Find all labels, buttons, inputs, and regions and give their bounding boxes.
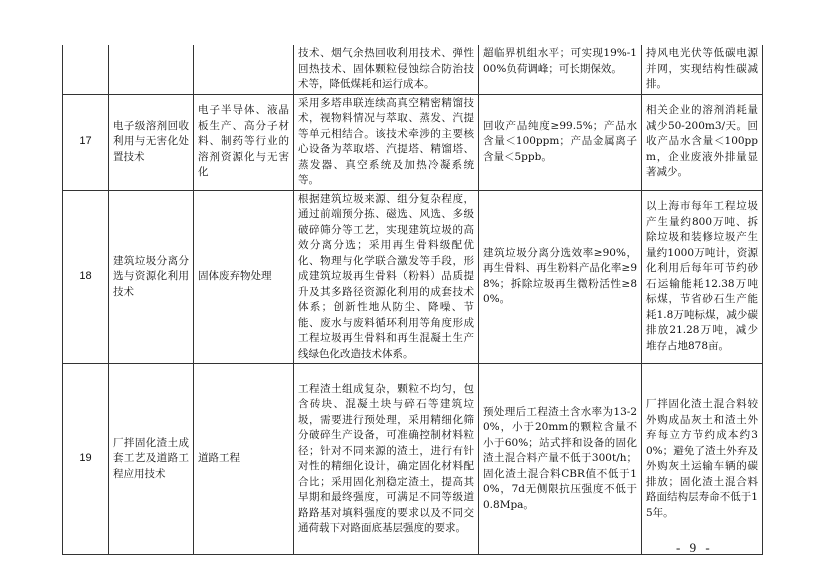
description-cell: 采用多塔串联连续高真空精密精馏技术，视物料情况与萃取、蒸发、汽提等单元相结合。该技术牵涉的主要核心设备为萃取塔、汽提塔、精馏塔、蒸发器、真空系统及加热冷凝系统等。: [294, 94, 479, 190]
number-cell: 18: [63, 190, 109, 364]
name-cell: [109, 45, 194, 94]
application-cell: 电子半导体、液晶板生产、高分子材料、制药等行业的溶剂资源化与无害化: [194, 94, 294, 190]
effects-cell: 以上海市每年工程垃圾产生量约800万吨、拆除垃圾和装修垃圾产生量约1000万吨计，资源化利用后每年可节约砂石运输能耗12.38万吨标煤，节省砂石生产能耗1.8万吨标煤，减少碳排放21.28万吨，减少堆存占地878亩。: [642, 190, 763, 364]
number-cell: 17: [63, 94, 109, 190]
effects-cell: 持风电光伏等低碳电源并网，实现结构性碳减排。: [642, 45, 763, 94]
page-number: - 9 -: [676, 540, 713, 555]
description-cell: 技术、烟气余热回收利用技术、弹性回热技术、固体颗粒侵蚀综合防治技术等，降低煤耗和运行成本。: [294, 45, 479, 94]
indicators-cell: 超临界机组水平；可实现19%-100%负荷调峰；可长期保效。: [479, 45, 642, 94]
name-cell: 厂拌固化渣土成套工艺及道路工程应用技术: [109, 364, 194, 555]
number-cell: 19: [63, 364, 109, 555]
indicators-cell: 预处理后工程渣土含水率为13-20%，小于20mm的颗粒含量不小于60%；站式拌和设备的固化渣土混合料产量不低于300t/h；固化渣土混合料CBR值不低于10%，7d无侧限抗压强度不低于0.8Mpa。: [479, 364, 642, 555]
table-row-continuation: [63, 45, 763, 94]
indicators-cell: 回收产品纯度≥99.5%；产品水含量＜100ppm；产品金属离子含量＜5ppb。: [479, 94, 642, 190]
table-row: [63, 190, 763, 364]
table-row: [63, 94, 763, 190]
name-cell: 建筑垃圾分离分选与资源化利用技术: [109, 190, 194, 364]
description-cell: 根据建筑垃圾来源、组分复杂程度，通过前端预分拣、磁选、风选、多级破碎筛分等工艺，实现建筑垃圾的高效分离分选；采用再生骨料级配优化、物理与化学联合激发等手段，形成建筑垃圾再生骨料（粉料）品质提升及其多路径资源化利用的成套技术体系；创新性地从防尘、降噪、节能、废水与废料循环利用等角度形成工程垃圾再生骨料和再生混凝土生产线绿色化改造技术体系。: [294, 190, 479, 364]
technology-table: [62, 45, 763, 555]
application-cell: 固体废弃物处理: [194, 190, 294, 364]
table-row: [63, 364, 763, 555]
effects-cell: 厂拌固化渣土混合料较外购成品灰土和渣土外弃每立方节约成本约30%；避免了渣土外弃及外购灰土运输车辆的碳排放；固化渣土混合料路面结构层寿命不低于15年。: [642, 364, 763, 555]
effects-cell: 相关企业的溶剂消耗量减少50-200m3/天。回收产品水含量＜100ppm，企业废液外排量显著减少。: [642, 94, 763, 190]
application-cell: [194, 45, 294, 94]
name-cell: 电子级溶剂回收利用与无害化处置技术: [109, 94, 194, 190]
description-cell: 工程渣土组成复杂，颗粒不均匀，包含砖块、混凝土块与碎石等建筑垃圾，需要进行预处理，采用精细化筛分破碎生产设备，可准确控制材料粒径；针对不同来源的渣土，进行有针对性的精细化设计，确定固化材料配合比；采用固化剂稳定渣土，提高其早期和最终强度，可满足不同等级道路路基对填料强度的要求以及不同交通荷载下对路面底基层强度的要求。: [294, 364, 479, 555]
number-cell: [63, 45, 109, 94]
application-cell: 道路工程: [194, 364, 294, 555]
indicators-cell: 建筑垃圾分离分选效率≥90%，再生骨料、再生粉料产品化率≥98%；拆除垃圾再生微粉活性≥80%。: [479, 190, 642, 364]
